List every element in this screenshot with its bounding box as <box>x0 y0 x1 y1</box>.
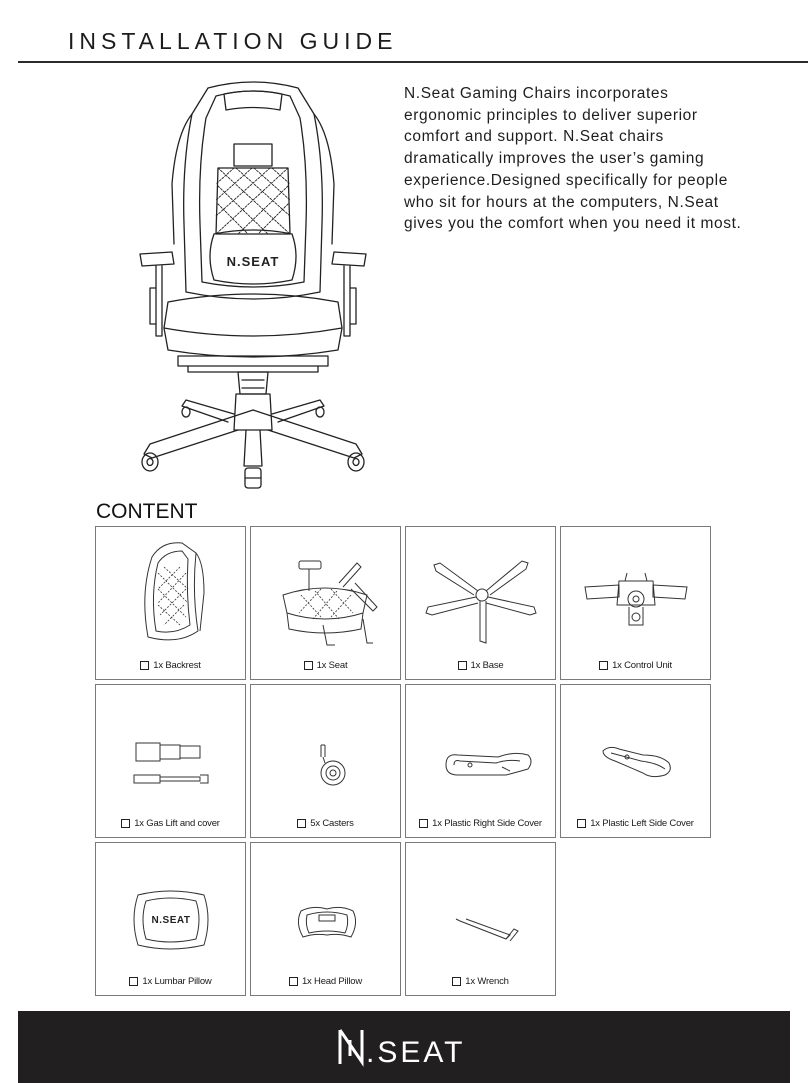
content-item-left-side-cover <box>560 684 711 838</box>
item-label: 1x Control Unit <box>612 660 672 671</box>
item-label: 5x Casters <box>310 818 354 829</box>
page-title: INSTALLATION GUIDE <box>68 28 398 54</box>
item-label: 1x Plastic Left Side Cover <box>590 818 694 829</box>
svg-text:N.SEAT: N.SEAT <box>226 254 280 269</box>
content-item-caption <box>96 660 245 671</box>
item-label: 1x Wrench <box>465 976 509 987</box>
title-divider <box>18 61 808 63</box>
content-item-base <box>405 526 556 680</box>
checkbox[interactable] <box>599 661 608 670</box>
checkbox[interactable] <box>289 977 298 986</box>
item-label: 1x Backrest <box>153 660 201 671</box>
content-heading: CONTENT <box>96 500 198 523</box>
footer-logo-text: .SEAT <box>366 1036 466 1068</box>
content-item-right-side-cover <box>405 684 556 838</box>
content-item-caption <box>406 660 555 671</box>
content-item-caption <box>251 660 400 671</box>
content-item-lumbar-pillow <box>95 842 246 996</box>
checkbox[interactable] <box>452 977 461 986</box>
checkbox[interactable] <box>297 819 306 828</box>
item-label: 1x Lumbar Pillow <box>142 976 212 987</box>
control-unit-icon <box>565 533 706 651</box>
content-item-caption <box>96 976 245 987</box>
content-item-caption <box>561 660 710 671</box>
base-icon <box>410 533 551 651</box>
left-side-cover-icon <box>565 691 706 809</box>
checkbox[interactable] <box>577 819 586 828</box>
intro-paragraph: N.Seat Gaming Chairs incorporates ergonomic principles to deliver superior comfort and support. N.Seat chairs dramatically improves the user’s gaming experience.Designed specifically for people who sit for hours at the computers, N.Seat gives you the comfort when you need it most. <box>404 85 742 233</box>
head-pillow-icon <box>255 849 396 967</box>
checkbox[interactable] <box>458 661 467 670</box>
content-item-wrench <box>405 842 556 996</box>
item-label: 1x Gas Lift and cover <box>134 818 220 829</box>
checkbox[interactable] <box>121 819 130 828</box>
item-label: 1x Seat <box>316 660 348 671</box>
content-item-caption <box>406 818 555 829</box>
content-item-caption <box>251 818 400 829</box>
content-item-head-pillow <box>250 842 401 996</box>
content-item-caption <box>251 976 400 987</box>
content-item-control-unit <box>560 526 711 680</box>
content-item-caption <box>96 818 245 829</box>
gas-lift-icon <box>100 691 241 809</box>
content-item-backrest <box>95 526 246 680</box>
caster-icon <box>255 691 396 809</box>
content-item-gas-lift <box>95 684 246 838</box>
item-label: 1x Head Pillow <box>301 976 363 987</box>
checkbox[interactable] <box>419 819 428 828</box>
content-item-caption <box>406 976 555 987</box>
wrench-icon <box>410 849 551 967</box>
content-item-casters <box>250 684 401 838</box>
item-label: 1x Plastic Right Side Cover <box>432 818 542 829</box>
content-item-caption <box>561 818 710 829</box>
seat-icon <box>255 533 396 651</box>
nseat-logo <box>336 1026 486 1068</box>
checkbox[interactable] <box>129 977 138 986</box>
lumbar-pillow-icon <box>100 849 241 967</box>
item-label: 1x Base <box>470 660 504 671</box>
footer-bar <box>18 1011 790 1083</box>
svg-text:N.SEAT: N.SEAT <box>151 915 191 926</box>
right-side-cover-icon <box>410 691 551 809</box>
content-item-seat <box>250 526 401 680</box>
checkbox[interactable] <box>304 661 313 670</box>
content-grid <box>95 526 715 1000</box>
backrest-icon <box>100 533 241 651</box>
gaming-chair-illustration <box>128 74 378 498</box>
checkbox[interactable] <box>140 661 149 670</box>
